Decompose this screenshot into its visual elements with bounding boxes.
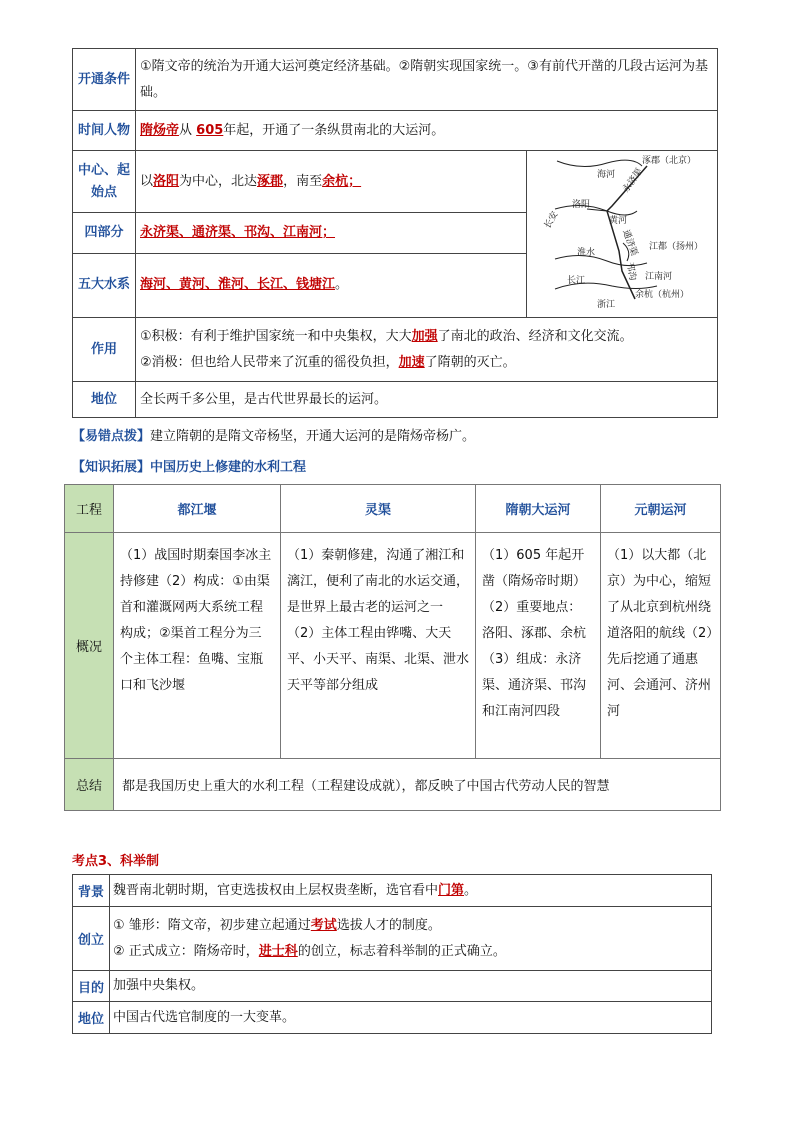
- summary-text: 都是我国历史上重大的水利工程（工程建设成就），都反映了中国古代劳动人民的智慧: [114, 759, 721, 811]
- map-label-huanghe: 黄河: [609, 216, 628, 226]
- map-label-luoyang: 洛阳: [572, 200, 591, 210]
- row-label-summary: 总结: [65, 759, 114, 811]
- row-header-background: 背景: [73, 875, 110, 907]
- col-header-dujiangyan: 都江堰: [114, 485, 281, 533]
- background-text: 魏晋南北朝时期，官吏选拔权由上层权贵垄断，选官看中门第。: [110, 875, 712, 907]
- time-person-text: 隋炀帝从 605年起，开通了一条纵贯南北的大运河。: [136, 111, 718, 151]
- map-label-haihe: 海河: [597, 170, 616, 180]
- row-header-five-rivers: 五大水系: [73, 253, 136, 317]
- row-header-founding: 创立: [73, 907, 110, 971]
- col-header-yuan-canal: 元朝运河: [601, 485, 721, 533]
- cell-sui-canal: （1）605 年起开凿（隋炀帝时期）（2）重要地点：洛阳、涿郡、余杭（3）组成：永济渠、通济渠、邗沟和江南河四段: [476, 533, 601, 759]
- imperial-exam-table: [72, 874, 712, 1034]
- map-label-yongji: 永济渠: [621, 166, 645, 195]
- map-label-changjiang: 长江: [567, 276, 586, 286]
- map-label-huaishui: 淮水: [577, 248, 596, 258]
- col-header-project: 工程: [65, 485, 114, 533]
- four-parts-text: 永济渠、通济渠、邗沟、江南河；: [136, 213, 527, 253]
- map-label-tongji: 通济渠: [620, 228, 639, 258]
- row-header-effect: 作用: [73, 318, 136, 382]
- canal-map: [527, 151, 718, 318]
- grand-canal-table: [72, 48, 718, 418]
- map-label-zhejiang: 浙江: [597, 300, 616, 310]
- canal-map-svg: [527, 151, 717, 317]
- map-label-yuhang: 余杭（杭州）: [635, 290, 690, 300]
- extension-note: 【知识拓展】中国历史上修建的水利工程: [72, 460, 307, 475]
- col-header-lingqu: 灵渠: [281, 485, 476, 533]
- map-label-jiangdu: 江都（扬州）: [649, 242, 704, 252]
- founding-text: ① 雏形：隋文帝，初步建立起通过考试选拔人才的制度。 ② 正式成立：隋炀帝时，进士科的创立，标志着科举制的正式确立。: [110, 907, 712, 971]
- map-label-jiangnan: 江南河: [645, 272, 673, 282]
- row-header-purpose: 目的: [73, 971, 110, 1002]
- five-rivers-text: 海河、黄河、淮河、长江、钱塘江。: [136, 253, 527, 317]
- purpose-text: 加强中央集权。: [110, 971, 712, 1002]
- water-projects-table: [64, 484, 721, 811]
- conditions-text: ①隋文帝的统治为开通大运河奠定经济基础。②隋朝实现国家统一。③有前代开凿的几段古运河为基础。: [136, 49, 718, 111]
- map-label-changan: 长安: [542, 209, 561, 231]
- map-label-hangou: 邗沟: [624, 261, 638, 282]
- row-header-conditions: 开通条件: [73, 49, 136, 111]
- effect-text: ①积极：有利于维护国家统一和中央集权，大大加强了南北的政治、经济和文化交流。 ②消极：但也给人民带来了沉重的徭役负担，加速了隋朝的灭亡。: [136, 318, 718, 382]
- status-text: 全长两千多公里，是古代世界最长的运河。: [136, 382, 718, 418]
- row-header-four-parts: 四部分: [73, 213, 136, 253]
- row-header-significance: 地位: [73, 1002, 110, 1034]
- tip-note: 【易错点拨】建立隋朝的是隋文帝杨坚，开通大运河的是隋炀帝杨广。: [72, 429, 476, 444]
- cell-yuan-canal: （1）以大都（北京）为中心，缩短了从北京到杭州绕道洛阳的航线（2）先后挖通了通惠河、会通河、济州河: [601, 533, 721, 759]
- cell-dujiangyan: （1）战国时期秦国李冰主持修建（2）构成：①由渠首和灌溉网两大系统工程构成；②渠首工程分为三个主体工程：鱼嘴、宝瓶口和飞沙堰: [114, 533, 281, 759]
- significance-text: 中国古代选官制度的一大变革。: [110, 1002, 712, 1034]
- map-label-zhuojun: 涿郡（北京）: [642, 156, 697, 166]
- row-header-status: 地位: [73, 382, 136, 418]
- col-header-sui-canal: 隋朝大运河: [476, 485, 601, 533]
- section3-title: 考点3、科举制: [72, 854, 160, 869]
- center-text: 以洛阳为中心，北达涿郡，南至余杭；: [136, 151, 527, 213]
- cell-lingqu: （1）秦朝修建，沟通了湘江和漓江，便利了南北的水运交通，是世界上最古老的运河之一（2）主体工程由铧嘴、大天平、小天平、南渠、北渠、泄水天平等部分组成: [281, 533, 476, 759]
- row-header-center: 中心、起始点: [73, 151, 136, 213]
- row-label-overview: 概况: [65, 533, 114, 759]
- row-header-time-person: 时间人物: [73, 111, 136, 151]
